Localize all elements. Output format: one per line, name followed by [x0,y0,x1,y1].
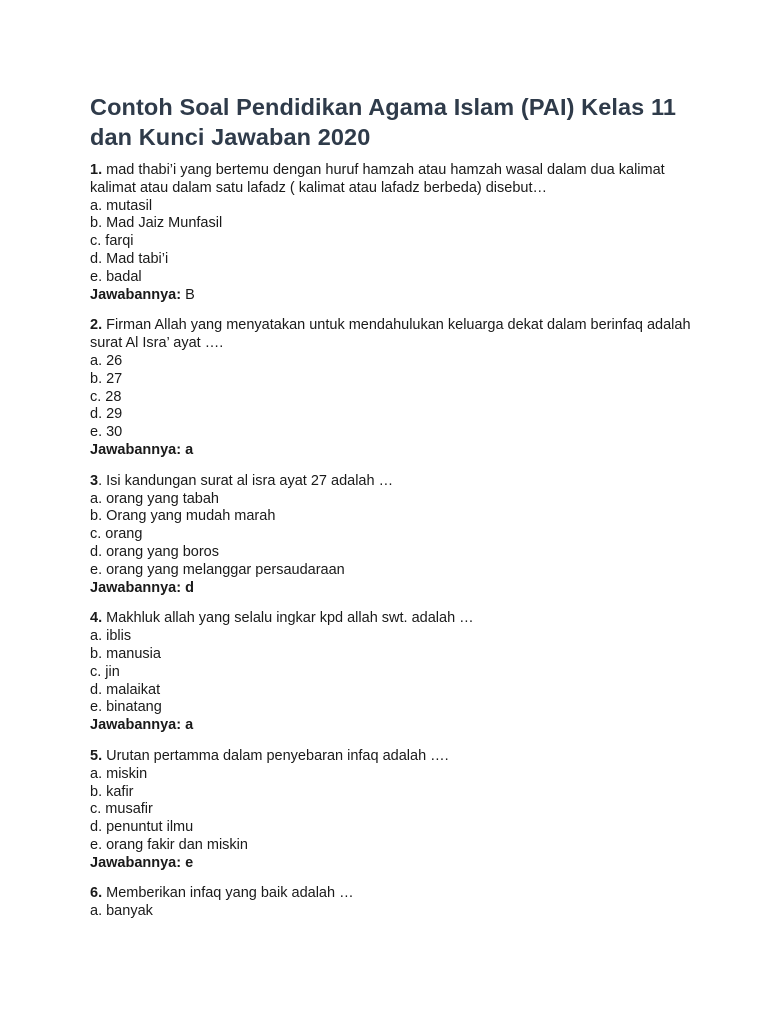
option-a: a. 26 [90,352,123,369]
option-a: a. iblis [90,628,132,645]
answer-value: B [181,286,195,303]
answer-line [90,855,708,873]
question-body: . Isi kandungan surat al isra ayat 27 adalah … [98,472,394,489]
question-5 [90,748,708,873]
question-text [90,317,708,353]
answer-value: a [181,441,194,458]
option-d: d. penuntut ilmu [90,819,194,836]
option-c: c. musafir [90,801,153,818]
option-c: c. jin [90,663,120,680]
question-1 [90,162,708,304]
option-b: b. kafir [90,783,134,800]
option-d: d. 29 [90,406,123,423]
answer-label: Jawabannya: [90,854,182,871]
question-body: Makhluk allah yang selalu ingkar kpd allah swt. adalah … [102,610,474,627]
question-text [90,473,708,491]
question-text [90,162,708,198]
question-3 [90,473,708,598]
question-number: 6. [90,885,103,902]
question-2 [90,317,708,459]
answer-value: a [181,717,194,734]
question-number: 4. [90,610,103,627]
question-body: Firman Allah yang menyatakan untuk mendahulukan keluarga dekat dalam berinfaq adalah surat Al Isra’ ayat …. [90,317,691,352]
answer-line [90,442,708,460]
option-d: d. Mad tabi’i [90,250,169,267]
option-b: b. Mad Jaiz Munfasil [90,215,223,232]
answer-label: Jawabannya: [90,579,182,596]
option-e: e. 30 [90,424,123,441]
question-body: Urutan pertamma dalam penyebaran infaq adalah …. [102,747,449,764]
option-a: a. miskin [90,765,148,782]
answer-label: Jawabannya: [90,441,182,458]
question-text [90,885,708,903]
option-e: e. badal [90,268,142,285]
document-title: Contoh Soal Pendidikan Agama Islam (PAI) Kelas 11 dan Kunci Jawaban 2020 [90,94,677,150]
answer-value: e [181,854,194,871]
option-c: c. farqi [90,233,134,250]
question-text [90,748,708,766]
question-number: 2. [90,317,103,334]
option-e: e. binatang [90,699,162,716]
answer-value: d [181,579,194,596]
option-a: a. orang yang tabah [90,490,219,507]
option-e: e. orang fakir dan miskin [90,836,248,853]
option-d: d. malaikat [90,681,161,698]
question-text [90,610,708,628]
answer-label: Jawabannya: [90,286,182,303]
question-number: 5. [90,747,103,764]
option-a: a. mutasil [90,197,153,214]
question-number: 3 [90,472,99,489]
question-body: Memberikan infaq yang baik adalah … [102,885,354,902]
answer-line [90,580,708,598]
answer-line [90,717,708,735]
question-number: 1. [90,162,103,178]
option-c: c. orang [90,526,143,543]
option-a: a. banyak [90,903,153,920]
option-b: b. 27 [90,370,123,387]
answer-label: Jawabannya: [90,717,182,734]
option-b: b. Orang yang mudah marah [90,508,276,525]
option-c: c. 28 [90,388,122,405]
question-4 [90,610,708,735]
question-body: mad thabi’i yang bertemu dengan huruf hamzah atau hamzah wasal dalam dua kalimat kalimat atau dalam satu lafadz ( kalimat atau lafadz berbeda) disebut… [90,162,665,196]
question-6 [90,885,708,921]
option-d: d. orang yang boros [90,543,219,560]
option-b: b. manusia [90,645,161,662]
option-e: e. orang yang melanggar persaudaraan [90,561,345,578]
answer-line [90,287,708,305]
